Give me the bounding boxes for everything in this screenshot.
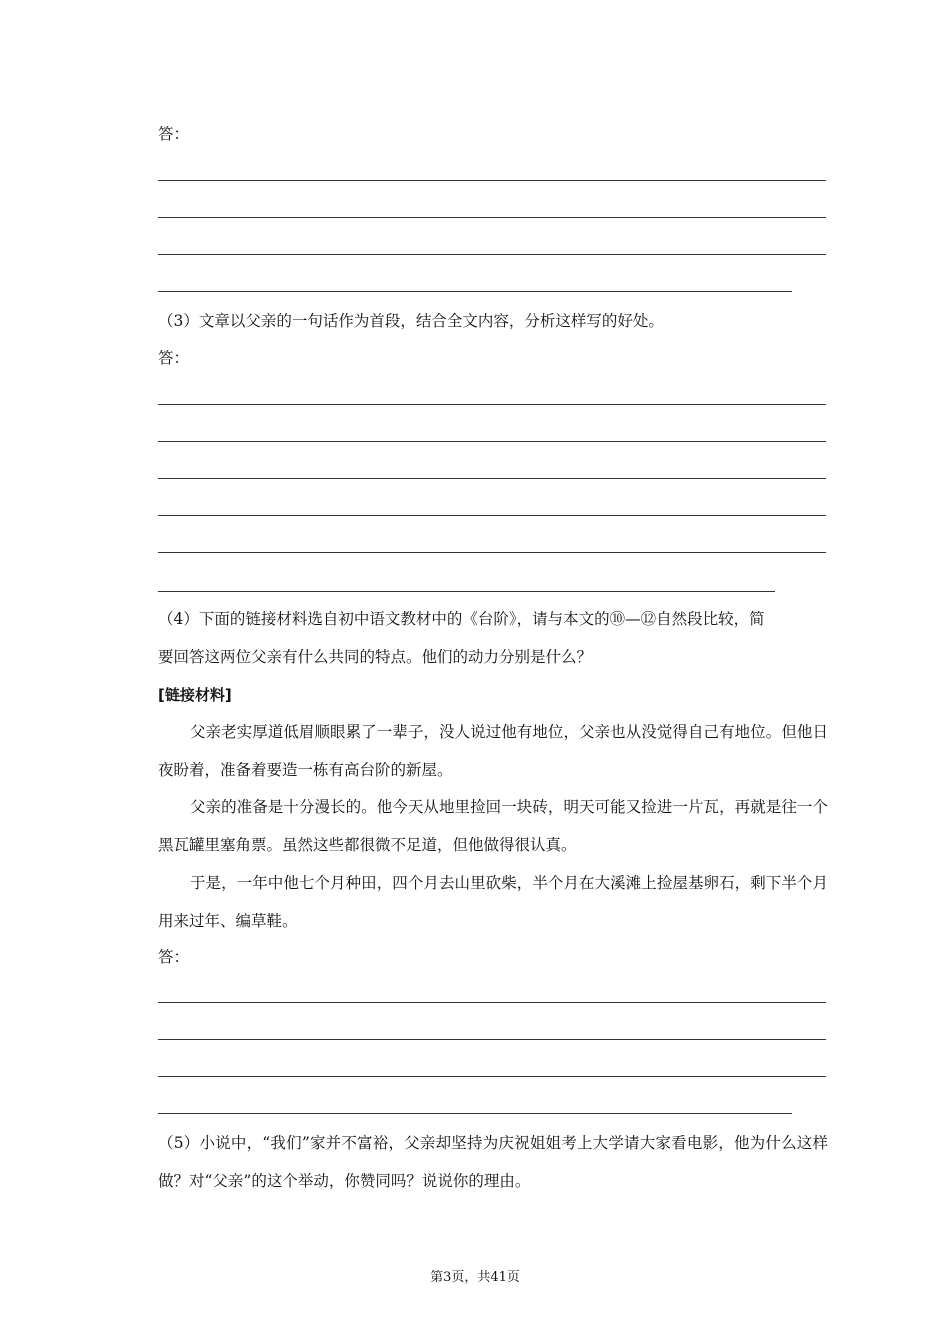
answer-line (158, 254, 826, 255)
answer-line (158, 515, 826, 516)
material-heading: [链接材料] (158, 686, 232, 704)
answer-line (158, 217, 826, 218)
answer-line (158, 1113, 792, 1114)
question-4-line-1: （4）下面的链接材料选自初中语文教材中的《台阶》，请与本文的⑩—⑫自然段比较，简 (158, 610, 765, 628)
page-number: 第3页，共41页 (430, 1270, 520, 1285)
answer-label: 答： (158, 125, 190, 143)
answer-label: 答： (158, 948, 190, 966)
answer-line (158, 291, 792, 292)
answer-line (158, 591, 775, 592)
answer-line (158, 478, 826, 479)
answer-line (158, 1002, 826, 1003)
question-5: （5）小说中，“我们”家并不富裕，父亲却坚持为庆祝姐姐考上大学请大家看电影，他为什么这样做？对“父亲”的这个举动，你赞同吗？说说你的理由。 (158, 1134, 828, 1190)
material-paragraph: 父亲老实厚道低眉顺眼累了一辈子，没人说过他有地位，父亲也从没觉得自己有地位。但他日夜盼着，准备着要造一栋有高台阶的新屋。 (158, 723, 828, 779)
material-paragraph: 父亲的准备是十分漫长的。他今天从地里捡回一块砖，明天可能又捡进一片瓦，再就是往一个黑瓦罐里塞角票。虽然这些都很微不足道，但他做得很认真。 (158, 798, 828, 854)
answer-line (158, 552, 826, 553)
answer-line (158, 441, 826, 442)
answer-line (158, 1076, 826, 1077)
question-4-line-2: 要回答这两位父亲有什么共同的特点。他们的动力分别是什么？ (158, 648, 593, 666)
material-paragraph: 于是，一年中他七个月种田，四个月去山里砍柴，半个月在大溪滩上捡屋基卵石，剩下半个月用来过年、编草鞋。 (158, 874, 828, 930)
question-3: （3）文章以父亲的一句话作为首段，结合全文内容，分析这样写的好处。 (158, 312, 664, 330)
answer-line (158, 180, 826, 181)
answer-label: 答： (158, 349, 190, 367)
answer-line (158, 404, 826, 405)
answer-line (158, 1039, 826, 1040)
